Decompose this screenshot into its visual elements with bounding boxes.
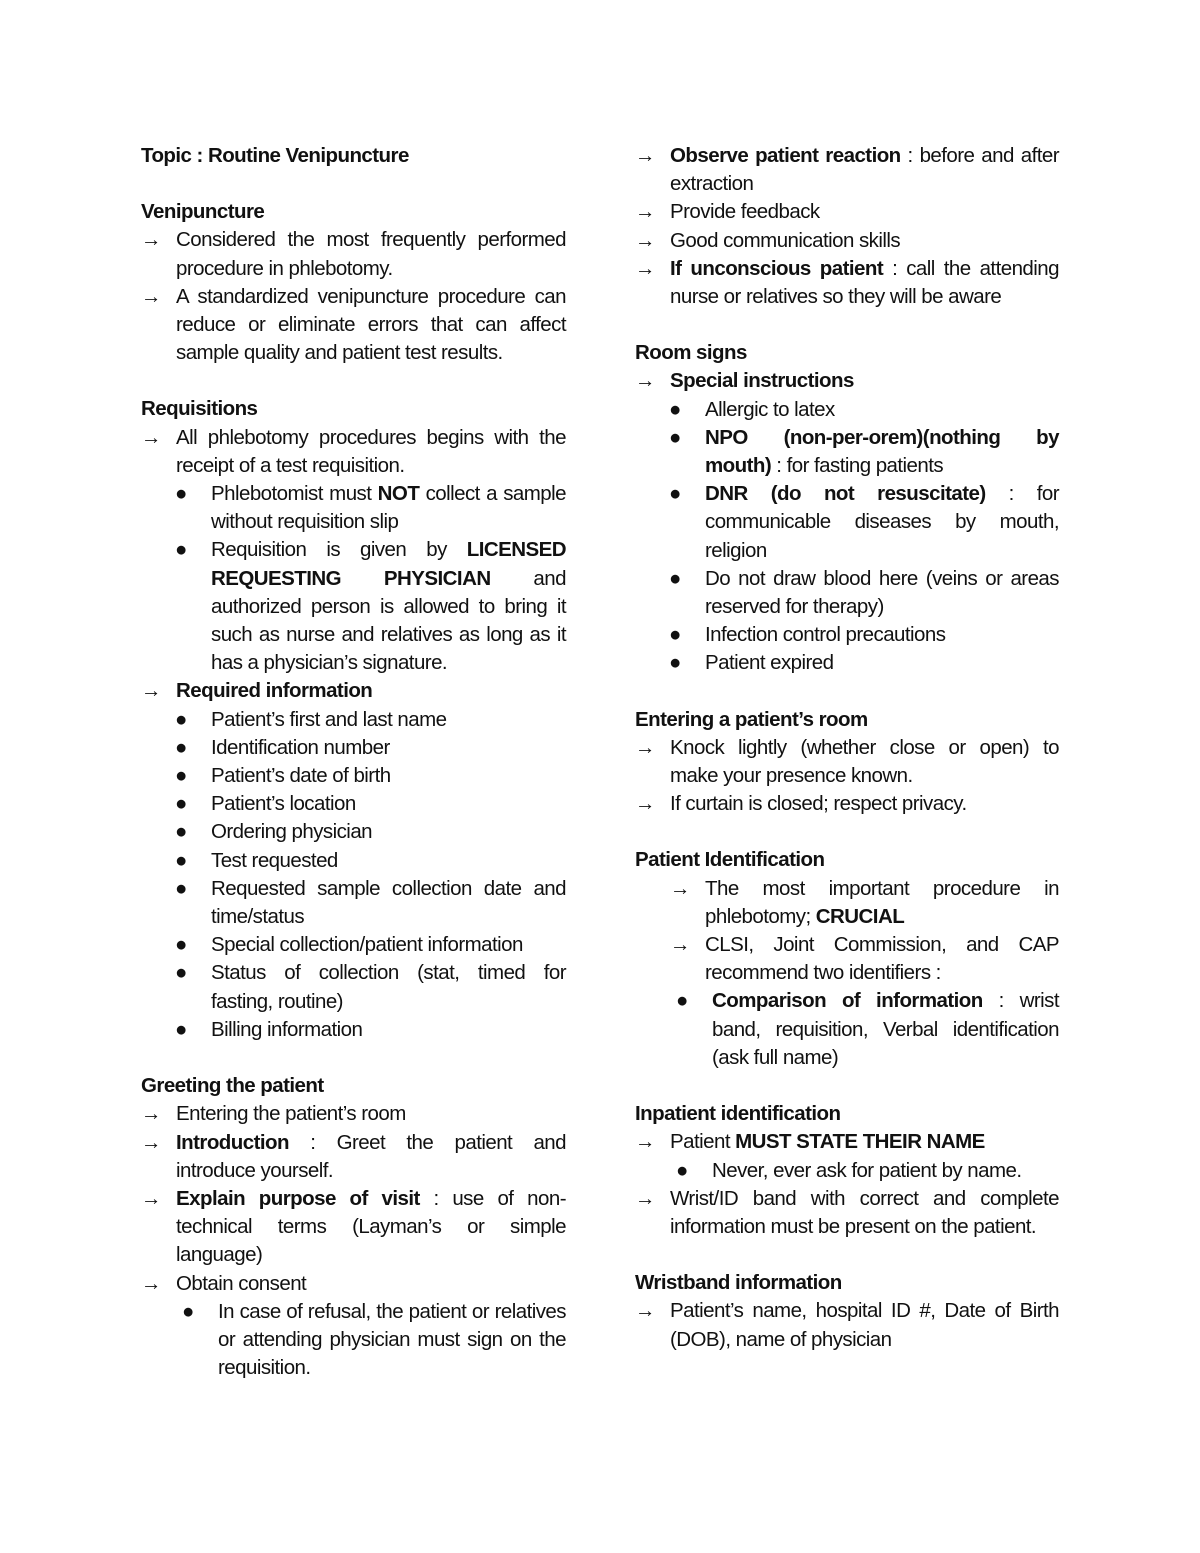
- section-heading: Room signs: [635, 341, 747, 365]
- bullet-icon: ●: [175, 1017, 187, 1041]
- arrow-icon: →: [635, 369, 655, 393]
- bullet-icon: ●: [175, 933, 187, 957]
- arrow-icon: →: [141, 679, 161, 703]
- right-column: [635, 142, 1059, 1382]
- arrow-item: [141, 1129, 566, 1185]
- bullet-icon: ●: [669, 397, 681, 421]
- body-text: CLSI, Joint Commission, and CAP recommend two identifiers :: [705, 933, 1059, 985]
- body-text: Patient’s location: [211, 792, 356, 816]
- arrow-item: [141, 226, 566, 282]
- arrow-item: [141, 1185, 566, 1270]
- bullet-icon: ●: [175, 764, 187, 788]
- body-text: Status of collection (stat, timed for fasting, routine): [211, 961, 566, 1013]
- bullet-icon: ●: [175, 538, 187, 562]
- bullet-item: [141, 818, 566, 846]
- body-text: Patient’s first and last name: [211, 707, 447, 731]
- arrow-icon: →: [670, 876, 690, 900]
- section-greeting-continued: [635, 142, 1059, 311]
- bold-text: Special instructions: [670, 369, 854, 393]
- bullet-item: [141, 734, 566, 762]
- arrow-item: [141, 677, 566, 705]
- section-heading: Requisitions: [141, 397, 258, 421]
- body-text: Test requested: [211, 848, 338, 872]
- body-text: : for communicable diseases by mouth, religion: [705, 482, 1059, 562]
- bullet-item: [635, 480, 1059, 565]
- bullet-item: [141, 1016, 566, 1044]
- body-text: and authorized person is allowed to bring it such as nurse and relatives as long as it has a physician’s signature.: [211, 566, 566, 675]
- body-text: : call the attending nurse or relatives so they will be aware: [670, 256, 1059, 309]
- left-column: [141, 142, 566, 1410]
- bullet-icon: ●: [175, 735, 187, 759]
- arrow-icon: →: [670, 933, 690, 957]
- body-text: Obtain consent: [176, 1271, 307, 1295]
- arrow-item: [635, 227, 1059, 255]
- body-text: Provide feedback: [670, 200, 820, 224]
- bold-text: Comparison of information: [712, 989, 983, 1013]
- body-text: Special collection/patient information: [211, 933, 523, 957]
- bullet-item: [141, 931, 566, 959]
- bold-text: LICENSED REQUESTING PHYSICIAN: [211, 538, 566, 590]
- bold-text: If unconscious patient: [670, 256, 884, 280]
- topic-title: Topic : Routine Venipuncture: [141, 144, 409, 167]
- section-wristband-information: [635, 1269, 1059, 1354]
- bold-text: Explain purpose of visit: [176, 1186, 420, 1210]
- body-text: Requisition is given by: [211, 538, 467, 562]
- arrow-item: [670, 931, 1059, 987]
- section-heading: Greeting the patient: [141, 1074, 324, 1098]
- arrow-item: [141, 1270, 566, 1298]
- bullet-icon: ●: [669, 651, 681, 675]
- arrow-item: [635, 255, 1059, 311]
- arrow-icon: →: [635, 1186, 655, 1210]
- arrow-item: [635, 1185, 1059, 1241]
- body-text: : for fasting patients: [771, 454, 944, 478]
- arrow-icon: →: [141, 284, 161, 308]
- bullet-icon: ●: [676, 989, 688, 1013]
- arrow-item: [635, 790, 1059, 818]
- arrow-icon: →: [635, 144, 655, 167]
- bullet-icon: ●: [175, 482, 187, 506]
- bold-text: CRUCIAL: [815, 904, 905, 928]
- bullet-item: [141, 536, 566, 677]
- body-text: Patient expired: [705, 651, 834, 675]
- bullet-icon: ●: [175, 848, 187, 872]
- body-text: Knock lightly (whether close or open) to make your presence known.: [670, 735, 1059, 788]
- body-text: Allergic to latex: [705, 397, 835, 421]
- section-heading: Entering a patient’s room: [635, 707, 868, 731]
- section-room-signs: [635, 339, 1059, 677]
- body-text: collect a sample without requisition slip: [211, 482, 566, 534]
- bullet-item: [141, 706, 566, 734]
- arrow-icon: →: [141, 425, 161, 449]
- body-text: Patient: [670, 1130, 736, 1154]
- bullet-icon: ●: [175, 820, 187, 844]
- bold-text: DNR (do not resuscitate): [705, 482, 986, 506]
- bullet-icon: ●: [175, 792, 187, 816]
- bullet-item: [635, 1157, 1059, 1185]
- arrow-icon: →: [141, 1130, 161, 1154]
- arrow-icon: →: [635, 792, 655, 816]
- bullet-item: [635, 396, 1059, 424]
- bold-text: Observe patient reaction: [670, 144, 901, 167]
- body-text: The most important procedure in phlebotomy;: [705, 876, 1059, 928]
- body-text: Requested sample collection date and time/status: [211, 876, 566, 929]
- body-text: Considered the most frequently performed procedure in phlebotomy.: [176, 228, 566, 280]
- bullet-item: [635, 424, 1059, 480]
- arrow-item: [635, 198, 1059, 226]
- bullet-icon: ●: [669, 623, 681, 647]
- body-text: Never, ever ask for patient by name.: [712, 1158, 1022, 1182]
- arrow-item: [141, 283, 566, 368]
- bullet-icon: ●: [182, 1299, 194, 1323]
- body-text: A standardized venipuncture procedure can reduce or eliminate errors that can affect sample quality and patient test results.: [176, 284, 566, 365]
- bullet-item: [635, 621, 1059, 649]
- arrow-item: [635, 1128, 1059, 1156]
- body-text: Do not draw blood here (veins or areas reserved for therapy): [705, 566, 1059, 619]
- body-text: : use of non-technical terms (Layman’s or simple language): [176, 1186, 566, 1267]
- body-text: Good communication skills: [670, 228, 901, 252]
- body-text: Patient’s name, hospital ID #, Date of Birth (DOB), name of physician: [670, 1299, 1059, 1351]
- section-venipuncture: [141, 198, 566, 367]
- body-text: Phlebotomist must: [211, 482, 378, 506]
- body-text: : Greet the patient and introduce yourself.: [176, 1130, 566, 1182]
- section-inpatient-identification: [635, 1100, 1059, 1241]
- arrow-icon: →: [141, 1102, 161, 1126]
- body-text: All phlebotomy procedures begins with the receipt of a test requisition.: [176, 425, 566, 477]
- arrow-item: [635, 1297, 1059, 1353]
- bold-text: NPO (non-per-orem)(nothing by mouth): [705, 425, 1059, 478]
- bullet-item: [141, 762, 566, 790]
- bullet-icon: ●: [175, 961, 187, 985]
- section-requisitions: [141, 395, 566, 1044]
- bullet-item: [141, 1298, 566, 1383]
- arrow-item: [635, 734, 1059, 790]
- bullet-icon: ●: [175, 876, 187, 900]
- arrow-item: [635, 142, 1059, 198]
- arrow-icon: →: [635, 256, 655, 280]
- body-text: Patient’s date of birth: [211, 764, 391, 788]
- bullet-icon: ●: [676, 1158, 688, 1182]
- bold-text: NOT: [377, 482, 420, 506]
- body-text: Infection control precautions: [705, 623, 946, 647]
- body-text: Billing information: [211, 1017, 363, 1041]
- body-text: In case of refusal, the patient or relatives or attending physician must sign on the requisition.: [218, 1299, 566, 1380]
- bullet-icon: ●: [669, 425, 681, 449]
- bullet-item: [635, 565, 1059, 621]
- arrow-icon: →: [141, 1186, 161, 1210]
- section-greeting: [141, 1072, 566, 1382]
- bullet-item: [141, 959, 566, 1015]
- bold-text: Introduction: [176, 1130, 289, 1154]
- arrow-icon: →: [635, 1299, 655, 1323]
- section-heading: Inpatient identification: [635, 1102, 841, 1126]
- arrow-icon: →: [635, 1130, 655, 1154]
- bullet-icon: ●: [669, 566, 681, 590]
- body-text: Wrist/ID band with correct and complete information must be present on the patient.: [670, 1186, 1059, 1238]
- bullet-item: [141, 847, 566, 875]
- bullet-item: [141, 480, 566, 536]
- body-text: : before and after extraction: [670, 144, 1059, 196]
- arrow-icon: →: [141, 1271, 161, 1295]
- body-text: Entering the patient’s room: [176, 1102, 406, 1126]
- body-text: If curtain is closed; respect privacy.: [670, 792, 967, 816]
- arrow-icon: →: [635, 228, 655, 252]
- body-text: Ordering physician: [211, 820, 373, 844]
- body-text: Identification number: [211, 735, 390, 759]
- arrow-item: [141, 1100, 566, 1128]
- bullet-item: [635, 649, 1059, 677]
- bullet-item: [141, 790, 566, 818]
- body-text: : wrist band, requisition, Verbal identification (ask full name): [712, 989, 1059, 1069]
- section-heading: Venipuncture: [141, 200, 265, 224]
- section-entering-room: [635, 706, 1059, 819]
- arrow-icon: →: [635, 735, 655, 759]
- section-heading: Patient Identification: [635, 848, 825, 872]
- arrow-icon: →: [141, 228, 161, 252]
- bullet-icon: ●: [669, 482, 681, 506]
- bullet-item: [635, 987, 1059, 1072]
- section-patient-identification: [635, 846, 1059, 1072]
- bullet-item: [141, 875, 566, 931]
- arrow-icon: →: [635, 200, 655, 224]
- arrow-item: [141, 424, 566, 480]
- section-heading: Wristband information: [635, 1271, 842, 1295]
- bold-text: Required information: [176, 679, 373, 703]
- bold-text: MUST STATE THEIR NAME: [735, 1130, 985, 1154]
- arrow-item: [670, 875, 1059, 931]
- arrow-item: [635, 367, 1059, 395]
- bullet-icon: ●: [175, 707, 187, 731]
